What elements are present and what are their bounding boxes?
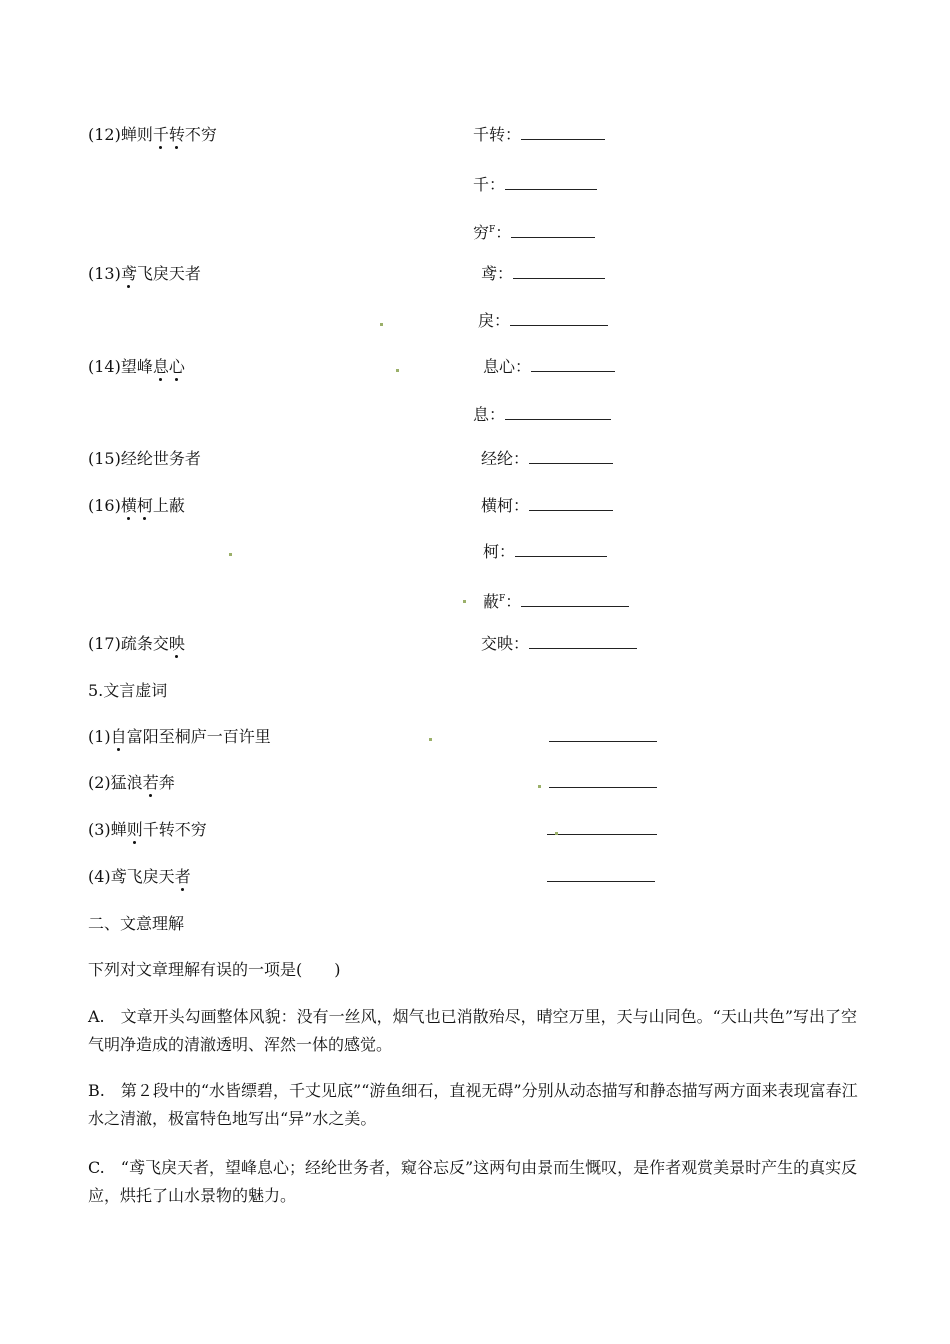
item-16: (16)横柯上蔽: [88, 496, 185, 515]
answer-row: 交映：: [481, 633, 637, 655]
section-5-title: 5.文言虚词: [88, 681, 168, 700]
section-5-row-2: (2)猛浪若奔: [88, 773, 175, 792]
scan-speck: [429, 738, 432, 741]
answer-row: 蔽$^F$：: [483, 588, 629, 613]
answer-row: 鸢：: [481, 263, 605, 285]
blank-line[interactable]: [505, 175, 597, 190]
answer-row: [549, 726, 657, 748]
blank-line[interactable]: [531, 357, 615, 372]
option-c[interactable]: C. “鸢飞戾天者，望峰息心；经纶世务者，窥谷忘反”这两句由景而生慨叹，是作者观赏美景时产生的真实反应，烘托了山水景物的魅力。: [88, 1158, 858, 1205]
answer-row: 横柯：: [481, 495, 613, 517]
blank-line[interactable]: [549, 773, 657, 788]
answer-row: 息：: [473, 404, 611, 426]
blank-line[interactable]: [521, 125, 605, 140]
question-stem: 下列对文章理解有误的一项是( ): [88, 960, 341, 979]
scan-speck: [396, 369, 399, 372]
answer-row: 千转：: [473, 124, 605, 146]
item-14: (14)望峰息心: [88, 357, 185, 376]
scan-speck: [380, 323, 383, 326]
blank-line[interactable]: [529, 449, 613, 464]
answer-row: 息心：: [483, 356, 615, 378]
answer-row: 穷$^F$：: [473, 219, 595, 244]
blank-line[interactable]: [547, 867, 655, 882]
blank-line[interactable]: [529, 634, 637, 649]
item-15: (15)经纶世务者: [88, 449, 201, 468]
scan-speck: [538, 785, 541, 788]
answer-row: 柯：: [483, 541, 607, 563]
blank-line[interactable]: [511, 223, 595, 238]
item-12: (12)蝉则千转不穷: [88, 125, 217, 144]
blank-line[interactable]: [515, 542, 607, 557]
blank-line[interactable]: [521, 592, 629, 607]
blank-line[interactable]: [513, 264, 605, 279]
blank-line[interactable]: [549, 727, 657, 742]
blank-line[interactable]: [510, 311, 608, 326]
scan-speck: [463, 600, 466, 603]
item-13: (13)鸢飞戾天者: [88, 264, 201, 283]
item-17: (17)疏条交映: [88, 634, 185, 653]
answer-row: [547, 819, 657, 841]
answer-row: [547, 866, 655, 888]
scan-speck: [555, 832, 558, 835]
blank-line[interactable]: [529, 496, 613, 511]
option-b[interactable]: B. 第２段中的“水皆缥碧，千丈见底”“游鱼细石，直视无碍”分别从动态描写和静态描写两方面来表现富春江水之清澈，极富特色地写出“异”水之美。: [88, 1081, 858, 1128]
section-5-row-4: (4)鸢飞戾天者: [88, 867, 191, 886]
answer-row: 戾：: [478, 310, 608, 332]
answer-row: 经纶：: [481, 448, 613, 470]
scan-speck: [229, 553, 232, 556]
blank-line[interactable]: [505, 405, 611, 420]
section-5-row-1: (1)自富阳至桐庐一百许里: [88, 727, 271, 746]
answer-row: [549, 772, 657, 794]
blank-line[interactable]: [547, 820, 657, 835]
option-a[interactable]: A. 文章开头勾画整体风貌：没有一丝风，烟气也已消散殆尽，晴空万里，天与山同色。“天山共色”写出了空气明净造成的清澈透明、浑然一体的感觉。: [88, 1007, 858, 1054]
answer-row: 千：: [473, 174, 597, 196]
section-5-row-3: (3)蝉则千转不穷: [88, 820, 207, 839]
section-2-title: 二、文意理解: [88, 914, 185, 933]
